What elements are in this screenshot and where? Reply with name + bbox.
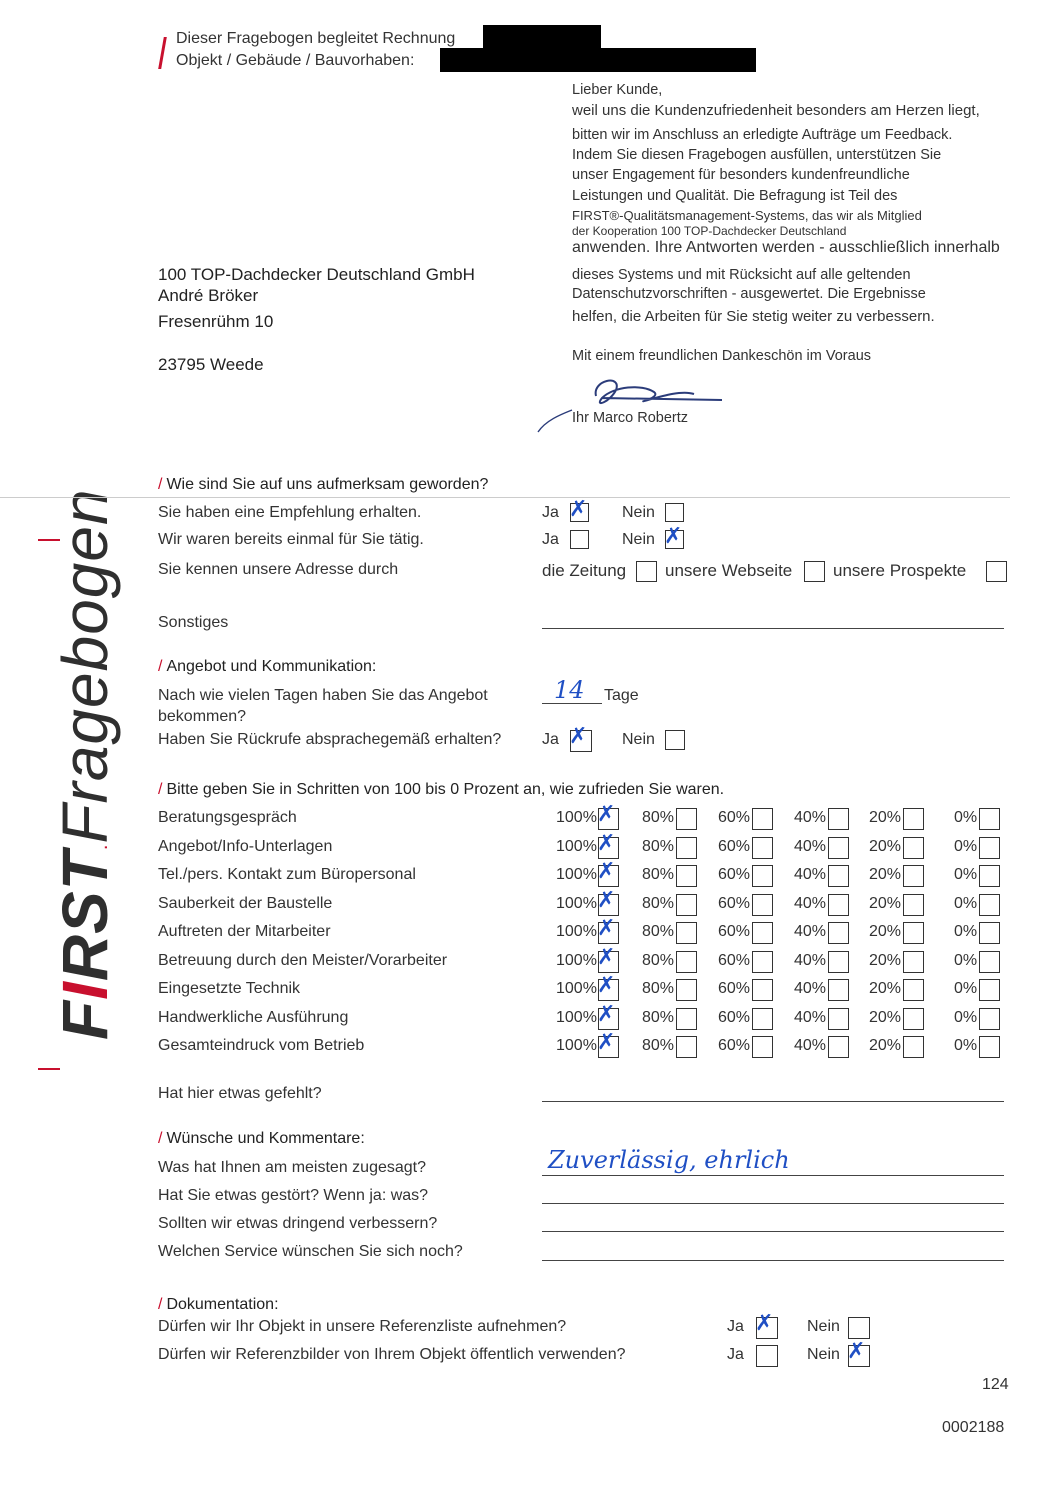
rating-checkbox[interactable]	[676, 865, 697, 887]
rating-checkbox[interactable]	[597, 1030, 619, 1058]
days-unit: Tage	[604, 687, 639, 704]
q1-adresse-label: Sie kennen unsere Adresse durch	[158, 561, 399, 578]
rating-checkbox[interactable]	[752, 865, 773, 887]
rating-checkbox[interactable]	[903, 837, 924, 859]
rating-checkbox[interactable]	[828, 865, 849, 887]
rating-scale-label: 20%	[869, 952, 902, 969]
rating-checkbox[interactable]	[597, 859, 619, 887]
doc-ja-label: Ja	[727, 1346, 744, 1363]
rating-checkbox[interactable]	[828, 1008, 849, 1030]
rating-scale-label: 100%	[556, 1009, 597, 1026]
comment-handwritten-answer: Zuverlässig, ehrlich	[548, 1146, 790, 1174]
rating-row-label: Eingesetzte Technik	[158, 980, 301, 997]
rating-scale-label: 100%	[556, 1037, 597, 1054]
rating-scale-label: 60%	[718, 1037, 751, 1054]
q1-ja-label: Ja	[542, 504, 559, 521]
rueckrufe-ja-checkbox[interactable]: ✗	[570, 730, 592, 752]
rating-scale-label: 80%	[642, 1009, 675, 1026]
rating-checkbox[interactable]	[903, 808, 924, 830]
rating-scale-label: 80%	[642, 1037, 675, 1054]
rueckrufe-nein-label: Nein	[622, 731, 655, 748]
rating-scale-label: 20%	[869, 809, 902, 826]
q1-row-label: Sie haben eine Empfehlung erhalten.	[158, 504, 422, 521]
check-mark-icon: ✗	[597, 1002, 616, 1027]
rating-scale-label: 20%	[869, 895, 902, 912]
rating-scale-label: 20%	[869, 838, 902, 855]
rating-checkbox[interactable]	[903, 1008, 924, 1030]
rating-checkbox[interactable]	[903, 894, 924, 916]
comment-input-line[interactable]	[542, 1231, 1004, 1232]
letter-line: FIRST®-Qualitätsmanagement-Systems, das wir als Mitglied	[572, 208, 922, 223]
rating-checkbox[interactable]	[676, 1008, 697, 1030]
rating-scale-label: 20%	[869, 980, 902, 997]
sonstiges-input-line[interactable]	[542, 628, 1004, 629]
side-tick-bottom	[38, 1068, 60, 1070]
letter-line: weil uns die Kundenzufriedenheit besonders am Herzen liegt,	[572, 102, 980, 119]
section-divider	[0, 497, 1010, 498]
check-mark-icon: ✗	[597, 888, 616, 913]
comment-input-line[interactable]	[542, 1260, 1004, 1261]
letter-line: anwenden. Ihre Antworten werden - ausschließlich innerhalb	[572, 239, 1000, 256]
rating-checkbox[interactable]	[676, 979, 697, 1001]
rating-checkbox[interactable]	[597, 973, 619, 1001]
rating-row-label: Betreuung durch den Meister/Vorarbeiter	[158, 952, 448, 969]
footer-page-number: 124	[982, 1376, 1009, 1393]
rating-checkbox[interactable]	[752, 922, 773, 944]
rating-scale-label: 0%	[954, 809, 978, 826]
rating-checkbox[interactable]	[752, 894, 773, 916]
rating-row-label: Auftreten der Mitarbeiter	[158, 923, 331, 940]
rating-scale-label: 40%	[794, 1037, 827, 1054]
rating-checkbox[interactable]	[979, 865, 1000, 887]
letter-line: der Kooperation 100 TOP-Dachdecker Deutschland	[572, 224, 847, 238]
rating-scale-label: 0%	[954, 923, 978, 940]
letter-line: Leistungen und Qualität. Die Befragung ist Teil des	[572, 188, 898, 204]
q1-nein-label: Nein	[622, 531, 655, 548]
q1-nein-label: Nein	[622, 504, 655, 521]
rating-scale-label: 60%	[718, 838, 751, 855]
rating-checkbox[interactable]	[752, 1036, 773, 1058]
referenzliste-ja-checkbox[interactable]: ✗	[756, 1317, 778, 1339]
rating-checkbox[interactable]	[979, 1008, 1000, 1030]
check-mark-icon: ✗	[597, 916, 616, 941]
rating-scale-label: 100%	[556, 980, 597, 997]
rating-checkbox[interactable]	[979, 808, 1000, 830]
q1-ja-label: Ja	[542, 531, 559, 548]
rating-scale-label: 0%	[954, 866, 978, 883]
q1-empfehlung-nein-checkbox[interactable]	[665, 503, 684, 522]
section-heading-dokumentation: / Dokumentation:	[158, 1296, 279, 1313]
address-city: 23795 Weede	[158, 355, 264, 374]
rating-checkbox[interactable]	[597, 916, 619, 944]
rating-checkbox[interactable]	[979, 951, 1000, 973]
rating-checkbox[interactable]	[597, 831, 619, 859]
rating-row-label: Sauberkeit der Baustelle	[158, 895, 333, 912]
rating-scale-label: 40%	[794, 866, 827, 883]
rating-scale-label: 100%	[556, 838, 597, 855]
rating-checkbox[interactable]	[828, 951, 849, 973]
rating-scale-label: 40%	[794, 895, 827, 912]
address-company: 100 TOP-Dachdecker Deutschland GmbH	[158, 265, 475, 284]
check-mark-icon: ✗	[597, 945, 616, 970]
rating-checkbox[interactable]	[752, 1008, 773, 1030]
rating-checkbox[interactable]	[676, 1036, 697, 1058]
side-title-first-fragebogen: FIRST.Fragebogen	[49, 488, 121, 1040]
rating-checkbox[interactable]	[828, 808, 849, 830]
rating-scale-label: 80%	[642, 952, 675, 969]
rating-scale-label: 40%	[794, 952, 827, 969]
gefehlt-label: Hat hier etwas gefehlt?	[158, 1085, 322, 1102]
comment-question: Sollten wir etwas dringend verbessern?	[158, 1215, 438, 1232]
letter-line: unser Engagement für besonders kundenfreundliche	[572, 167, 910, 183]
q1-row-label: Wir waren bereits einmal für Sie tätig.	[158, 531, 424, 548]
comment-question: Was hat Ihnen am meisten zugesagt?	[158, 1159, 426, 1176]
check-mark-icon: ✗	[597, 973, 616, 998]
rating-checkbox[interactable]	[903, 922, 924, 944]
rating-scale-label: 100%	[556, 895, 597, 912]
section-heading-wuensche: / Wünsche und Kommentare:	[158, 1130, 365, 1147]
rating-checkbox[interactable]	[903, 1036, 924, 1058]
rating-scale-label: 60%	[718, 923, 751, 940]
rating-checkbox[interactable]	[979, 979, 1000, 1001]
rating-scale-label: 60%	[718, 866, 751, 883]
rating-row-label: Handwerkliche Ausführung	[158, 1009, 349, 1026]
option-webseite-checkbox[interactable]	[804, 561, 825, 582]
rating-scale-label: 60%	[718, 980, 751, 997]
doc-nein-label: Nein	[807, 1318, 840, 1335]
rating-checkbox[interactable]	[752, 951, 773, 973]
rating-row-label: Gesamteindruck vom Betrieb	[158, 1037, 365, 1054]
rating-scale-label: 80%	[642, 895, 675, 912]
letter-signoff: Ihr Marco Robertz	[572, 410, 689, 426]
check-mark-icon: ✗	[597, 859, 616, 884]
rating-scale-label: 0%	[954, 895, 978, 912]
rating-checkbox[interactable]	[828, 837, 849, 859]
header-accent-bar	[158, 37, 167, 69]
footer-code: 0002188	[942, 1419, 1005, 1436]
rating-scale-label: 0%	[954, 838, 978, 855]
rating-checkbox[interactable]	[979, 922, 1000, 944]
gefehlt-input-line[interactable]	[542, 1101, 1004, 1102]
sonstiges-label: Sonstiges	[158, 614, 229, 631]
rating-checkbox[interactable]	[903, 865, 924, 887]
rueckrufe-nein-checkbox[interactable]	[665, 730, 685, 750]
letter-line: dieses Systems und mit Rücksicht auf alle geltenden	[572, 267, 911, 283]
rating-checkbox[interactable]	[676, 808, 697, 830]
letter-closing: Mit einem freundlichen Dankeschön im Voraus	[572, 348, 872, 364]
rating-scale-label: 40%	[794, 923, 827, 940]
days-label: Nach wie vielen Tagen haben Sie das Angebot	[158, 687, 488, 704]
letter-line: Datenschutzvorschriften - ausgewertet. Die Ergebnisse	[572, 286, 926, 302]
rueckrufe-ja-label: Ja	[542, 731, 559, 748]
rating-scale-label: 0%	[954, 952, 978, 969]
section-heading-aufmerksam: / Wie sind Sie auf uns aufmerksam geworden?	[158, 476, 489, 493]
rating-checkbox[interactable]	[828, 922, 849, 944]
address-street: Fresenrühm 10	[158, 312, 274, 331]
referenzliste-nein-checkbox[interactable]	[848, 1317, 870, 1339]
doc-nein-label: Nein	[807, 1346, 840, 1363]
option-prospekte-checkbox[interactable]	[986, 561, 1007, 582]
rating-scale-label: 20%	[869, 1009, 902, 1026]
referenzbilder-nein-checkbox[interactable]: ✗	[848, 1345, 870, 1367]
comment-input-line[interactable]	[542, 1203, 1004, 1204]
rating-checkbox[interactable]	[676, 922, 697, 944]
rating-scale-label: 60%	[718, 952, 751, 969]
rating-scale-label: 0%	[954, 1037, 978, 1054]
letter-line: helfen, die Arbeiten für Sie stetig weiter zu verbessern.	[572, 308, 935, 325]
section-heading-angebot: / Angebot und Kommunikation:	[158, 658, 377, 675]
rating-scale-label: 20%	[869, 923, 902, 940]
rating-scale-label: 100%	[556, 923, 597, 940]
rating-checkbox[interactable]	[979, 837, 1000, 859]
rating-checkbox[interactable]	[828, 979, 849, 1001]
rating-scale-label: 100%	[556, 809, 597, 826]
rueckrufe-label: Haben Sie Rückrufe absprachegemäß erhalten?	[158, 731, 502, 748]
rating-checkbox[interactable]	[752, 979, 773, 1001]
redaction-object	[440, 48, 756, 72]
header-invoice-line: Dieser Fragebogen begleitet Rechnung	[176, 30, 456, 47]
option-zeitung-checkbox[interactable]	[636, 561, 657, 582]
rating-checkbox[interactable]	[903, 951, 924, 973]
header-object-line: Objekt / Gebäude / Bauvorhaben:	[176, 52, 415, 69]
rating-scale-label: 80%	[642, 923, 675, 940]
rating-scale-label: 80%	[642, 980, 675, 997]
rating-checkbox[interactable]	[597, 802, 619, 830]
option-webseite-label: unsere Webseite	[665, 561, 793, 580]
signature	[532, 360, 732, 440]
rating-checkbox[interactable]	[597, 1002, 619, 1030]
days-handwritten-value: 14	[554, 676, 585, 704]
comment-input-line[interactable]	[542, 1175, 1004, 1176]
q1-empfehlung-ja-checkbox[interactable]: ✗	[569, 497, 588, 522]
doc-ja-label: Ja	[727, 1318, 744, 1335]
rating-scale-label: 60%	[718, 895, 751, 912]
rating-row-label: Angebot/Info-Unterlagen	[158, 838, 333, 855]
rating-scale-label: 20%	[869, 866, 902, 883]
comment-question: Welchen Service wünschen Sie sich noch?	[158, 1243, 463, 1260]
rating-checkbox[interactable]	[676, 837, 697, 859]
section-heading-zufriedenheit: / Bitte geben Sie in Schritten von 100 bis 0 Prozent an, wie zufrieden Sie waren.	[158, 781, 725, 798]
rating-scale-label: 0%	[954, 980, 978, 997]
rating-checkbox[interactable]	[979, 894, 1000, 916]
rating-scale-label: 40%	[794, 980, 827, 997]
rating-checkbox[interactable]	[597, 888, 619, 916]
doc-row-label: Dürfen wir Ihr Objekt in unsere Referenzliste aufnehmen?	[158, 1318, 567, 1335]
rating-scale-label: 60%	[718, 1009, 751, 1026]
letter-line: bitten wir im Anschluss an erledigte Aufträge um Feedback.	[572, 127, 953, 143]
option-zeitung-label: die Zeitung	[542, 561, 627, 580]
rating-checkbox[interactable]	[752, 837, 773, 859]
rating-scale-label: 0%	[954, 1009, 978, 1026]
rating-scale-label: 100%	[556, 952, 597, 969]
rating-checkbox[interactable]	[597, 945, 619, 973]
doc-row-label: Dürfen wir Referenzbilder von Ihrem Objekt öffentlich verwenden?	[158, 1346, 626, 1363]
rating-scale-label: 80%	[642, 866, 675, 883]
rating-checkbox[interactable]	[676, 951, 697, 973]
rating-scale-label: 60%	[718, 809, 751, 826]
check-mark-icon: ✗	[597, 1030, 616, 1055]
rating-scale-label: 40%	[794, 1009, 827, 1026]
letter-line: Lieber Kunde,	[572, 82, 663, 98]
rating-checkbox[interactable]	[903, 979, 924, 1001]
q1-taetig-ja-checkbox[interactable]	[570, 530, 589, 549]
referenzbilder-ja-checkbox[interactable]	[756, 1345, 778, 1367]
option-prospekte-label: unsere Prospekte	[833, 561, 967, 580]
rating-row-label: Tel./pers. Kontakt zum Büropersonal	[158, 866, 416, 883]
rating-scale-label: 80%	[642, 838, 675, 855]
comment-question: Hat Sie etwas gestört? Wenn ja: was?	[158, 1187, 429, 1204]
rating-scale-label: 40%	[794, 838, 827, 855]
rating-checkbox[interactable]	[752, 808, 773, 830]
q1-taetig-nein-checkbox[interactable]: ✗	[664, 524, 683, 549]
address-name: André Bröker	[158, 286, 259, 305]
redaction-invoice	[483, 25, 601, 49]
check-mark-icon: ✗	[597, 831, 616, 856]
rating-scale-label: 80%	[642, 809, 675, 826]
rating-checkbox[interactable]	[828, 1036, 849, 1058]
rating-scale-label: 100%	[556, 866, 597, 883]
letter-line: Indem Sie diesen Fragebogen ausfüllen, unterstützen Sie	[572, 147, 942, 163]
rating-checkbox[interactable]	[979, 1036, 1000, 1058]
check-mark-icon: ✗	[597, 802, 616, 827]
rating-scale-label: 20%	[869, 1037, 902, 1054]
rating-row-label: Beratungsgespräch	[158, 809, 297, 826]
days-label-cont: bekommen?	[158, 708, 247, 725]
rating-checkbox[interactable]	[676, 894, 697, 916]
rating-checkbox[interactable]	[828, 894, 849, 916]
rating-scale-label: 40%	[794, 809, 827, 826]
